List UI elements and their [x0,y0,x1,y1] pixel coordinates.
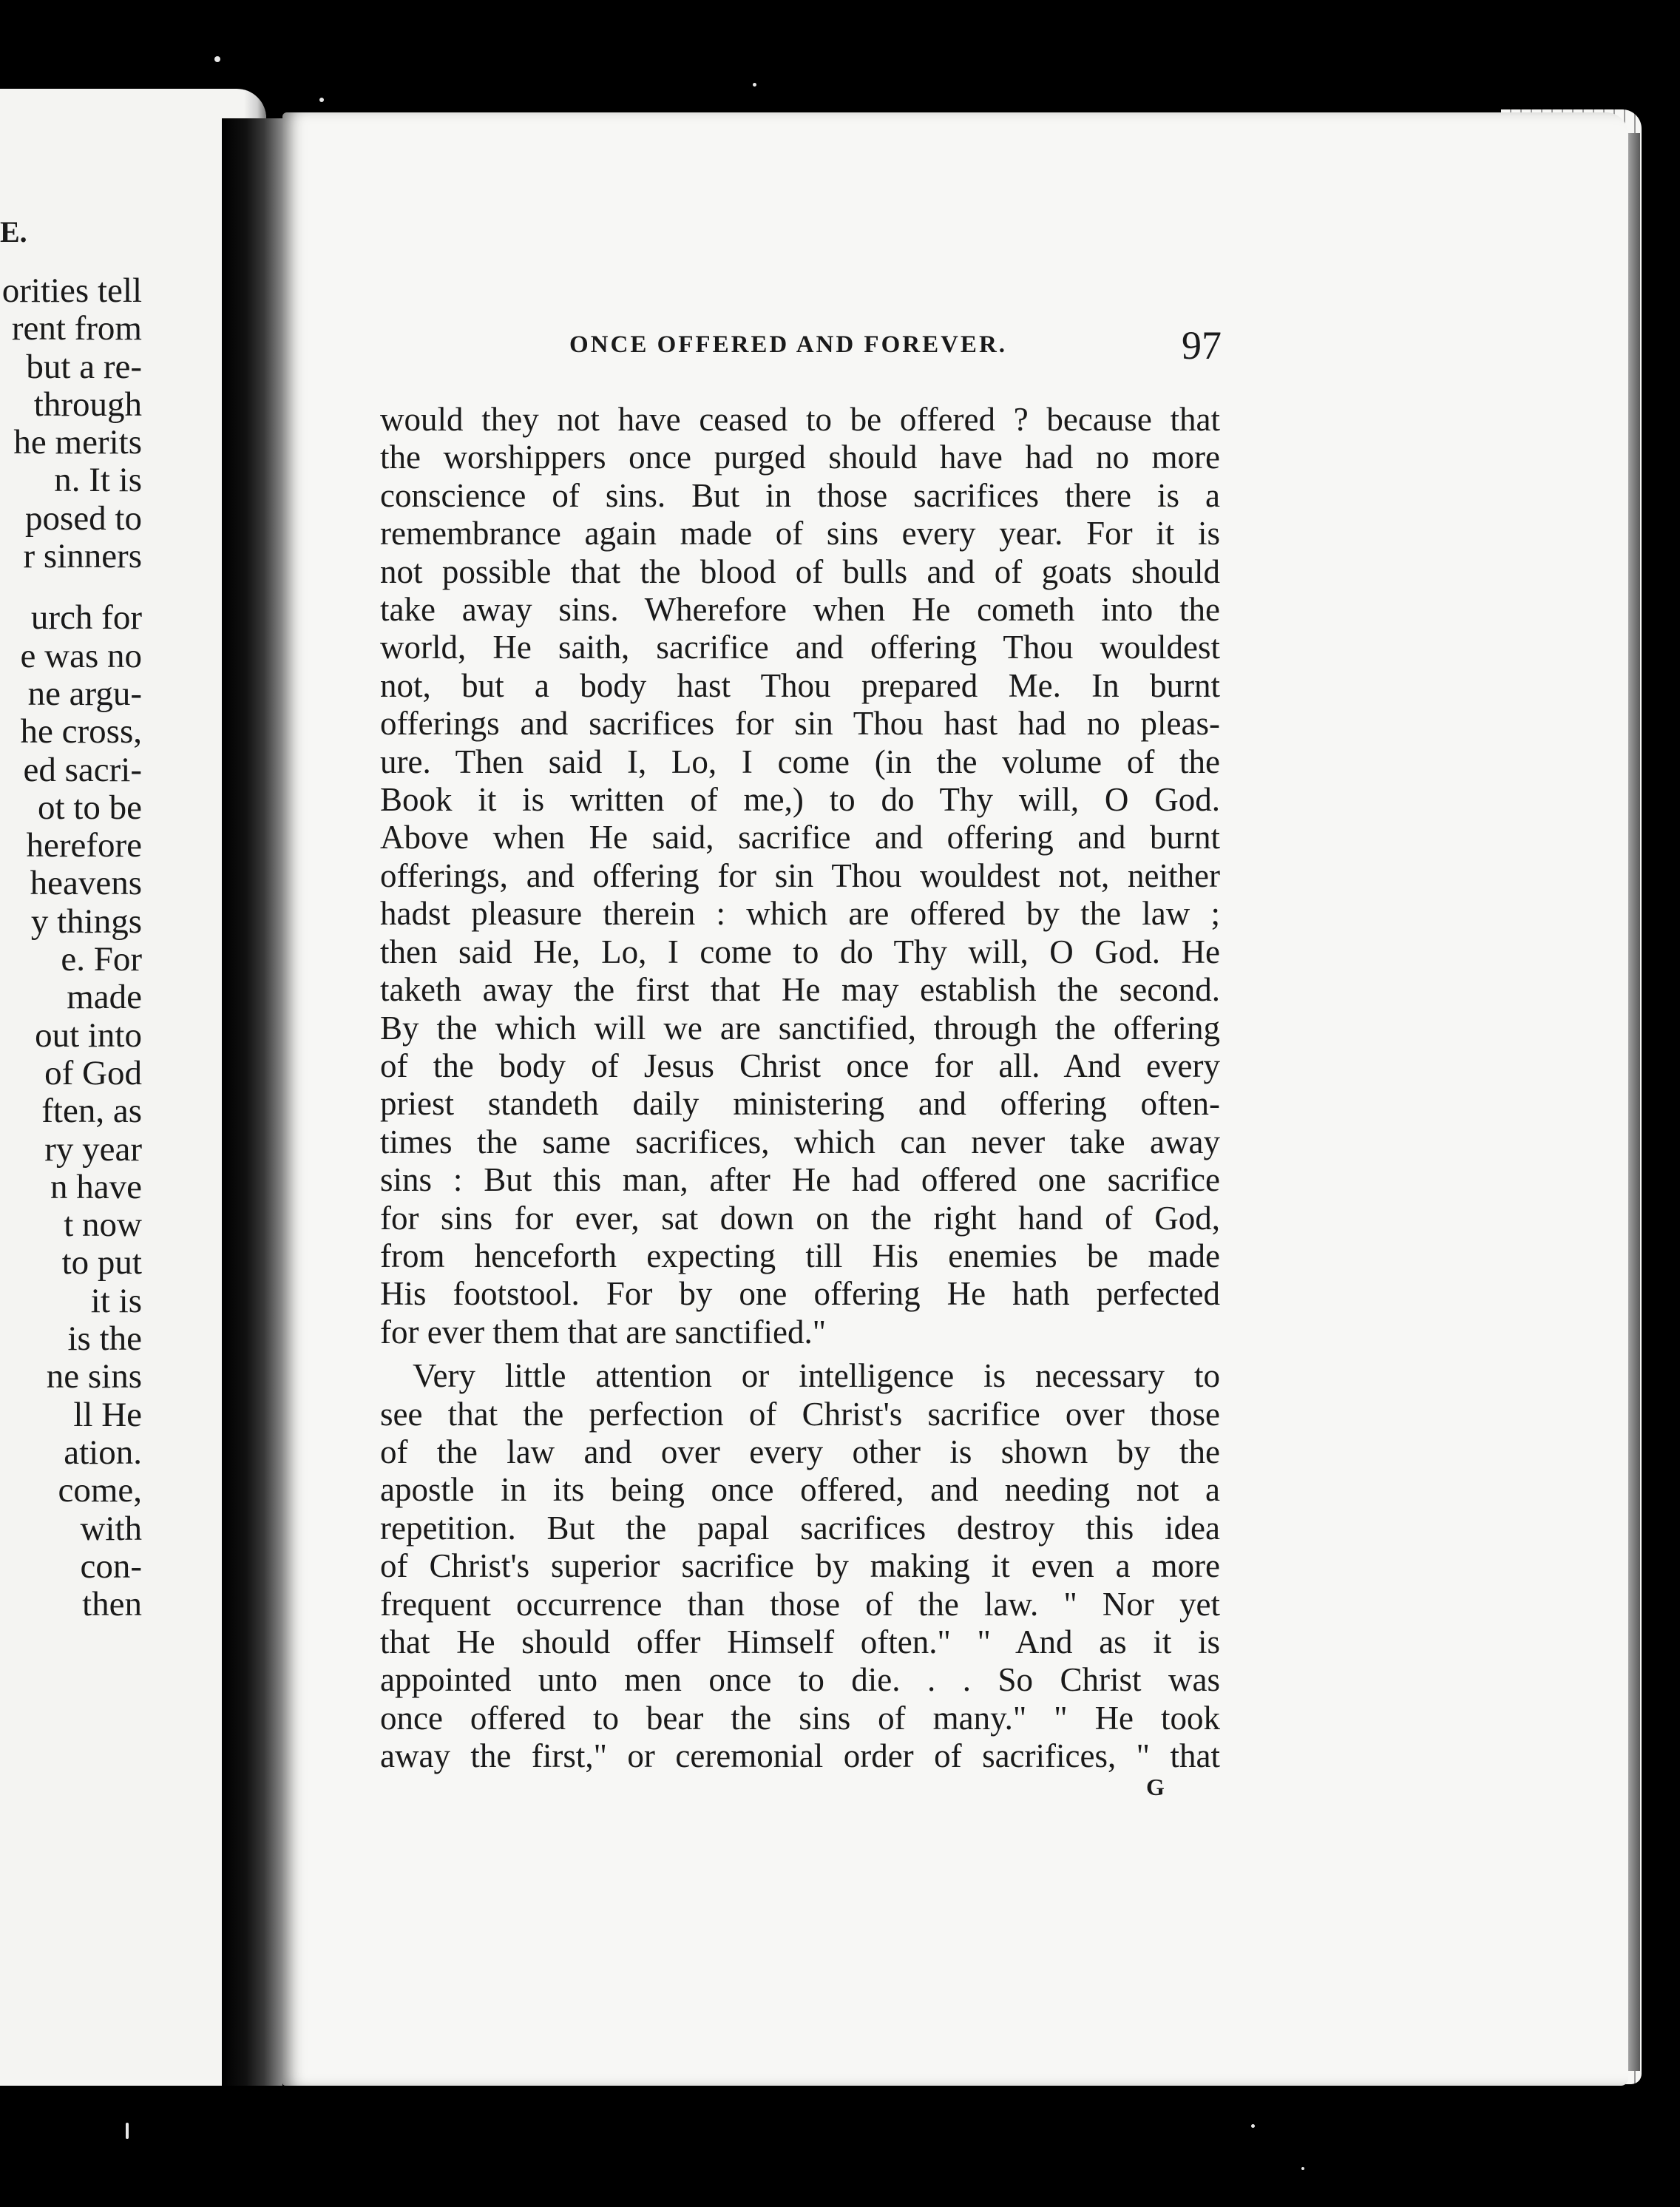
left-line: come, [58,1472,142,1510]
text-line: hadst pleasure therein : which are offered by the law ; [380,895,1220,933]
left-line: is the [67,1320,142,1359]
left-line: urch for [30,599,142,638]
left-line: heavens [30,865,142,903]
text-line: take away sins. Wherefore when He cometh into the [380,591,1220,629]
left-line: e was no [20,637,142,675]
left-paragraph-gap [0,575,142,599]
left-line: ation. [64,1433,142,1472]
left-line: he merits [13,424,142,462]
text-line: repetition. But the papal sacrifices destroy this idea [380,1509,1220,1547]
text-line: would they not have ceased to be offered ? because that [380,401,1220,438]
left-line: rent from [11,310,142,348]
left-line: ll He [73,1396,142,1434]
text-line: Above when He said, sacrifice and offering and burnt [380,819,1220,856]
text-line: His footstool. For by one offering He hath perfected [380,1275,1220,1313]
dust-speck [753,83,756,87]
left-line: n have [50,1168,142,1206]
left-line: orities tell [1,272,142,310]
text-line: away the first," or ceremonial order of sacrifices, " that [380,1737,1220,1775]
text-line: the worshippers once purged should have had no more [380,439,1220,476]
left-line: out into [35,1016,142,1055]
page-body-text [380,401,1220,1776]
text-line: once offered to bear the sins of many." " He took [380,1699,1220,1737]
text-line: taketh away the first that He may establish the second. [380,971,1220,1009]
left-line: but a re- [26,348,142,386]
text-line: times the same sacrifices, which can never take away [380,1123,1220,1160]
dust-speck [1301,2167,1304,2170]
left-line: y things [30,902,142,941]
text-line: frequent occurrence than those of the law. " Nor yet [380,1585,1220,1623]
left-line: to put [61,1244,142,1282]
dust-speck [319,98,324,102]
paragraph-gap [380,1351,1220,1357]
left-line: made [67,979,142,1017]
text-line: world, He saith, sacrifice and offering Thou wouldest [380,629,1220,666]
left-line: he cross, [20,713,142,751]
left-line: ot to be [38,788,142,827]
left-line: of God [44,1054,142,1092]
left-line: ed sacri- [23,751,142,789]
text-line: for sins for ever, sat down on the right hand of God, [380,1199,1220,1237]
text-line: offerings and sacrifices for sin Thou hast had no pleas- [380,705,1220,743]
text-line: offerings, and offering for sin Thou wouldest not, neither [380,856,1220,894]
text-line: from henceforth expecting till His enemies be made [380,1237,1220,1274]
text-line: of the law and over every other is shown by the [380,1433,1220,1470]
left-line: ne sins [46,1358,142,1396]
left-line: ften, as [41,1092,142,1131]
left-line: herefore [26,827,142,865]
left-line: t now [64,1206,142,1245]
left-line: r sinners [23,538,142,576]
text-line: ure. Then said I, Lo, I come (in the volume of the [380,743,1220,780]
text-line: Very little attention or intelligence is necessary to [413,1357,1220,1395]
dust-speck [126,2123,129,2139]
page-number: 97 [1182,323,1222,368]
text-line: apostle in its being once offered, and needing not a [380,1471,1220,1509]
text-line: appointed unto men once to die. . . So Christ was [380,1661,1220,1699]
left-line: then [82,1586,142,1624]
text-line: that He should offer Himself often." " And as it is [380,1623,1220,1660]
left-line: e. For [61,941,142,979]
left-line: con- [80,1547,142,1586]
dust-speck [1251,2124,1255,2128]
left-line: it is [90,1282,142,1320]
left-page-text [0,272,142,1623]
text-line: Book it is written of me,) to do Thy will, O God. [380,781,1220,819]
left-line: with [80,1510,142,1548]
text-line: sins : But this man, after He had offered one sacrifice [380,1161,1220,1199]
text-line: By the which will we are sanctified, through the offering [380,1009,1220,1047]
dust-speck [214,56,220,62]
text-line: of Christ's superior sacrifice by making it even a more [380,1547,1220,1585]
text-line: see that the perfection of Christ's sacrifice over those [380,1395,1220,1433]
signature-mark: G [1146,1774,1165,1800]
left-line: ry year [44,1130,142,1169]
text-line: remembrance again made of sins every year. For it is [380,515,1220,552]
text-line: of the body of Jesus Christ once for all. And every [380,1047,1220,1084]
text-line: for ever them that are sanctified." [380,1313,827,1351]
running-head: ONCE OFFERED AND FOREVER. [569,331,1008,358]
left-line: n. It is [54,462,142,500]
left-line: ne argu- [27,675,142,713]
text-line: conscience of sins. But in those sacrifices there is a [380,476,1220,514]
text-line: not possible that the blood of bulls and of goats should [380,552,1220,590]
book-binding-shadow [222,118,282,2086]
text-line: priest standeth daily ministering and offering often- [380,1085,1220,1123]
left-line: posed to [25,499,142,538]
left-page-header: E. [0,215,27,249]
left-line: through [33,385,142,424]
text-line: not, but a body hast Thou prepared Me. In burnt [380,666,1220,704]
text-line: then said He, Lo, I come to do Thy will, O God. He [380,933,1220,970]
